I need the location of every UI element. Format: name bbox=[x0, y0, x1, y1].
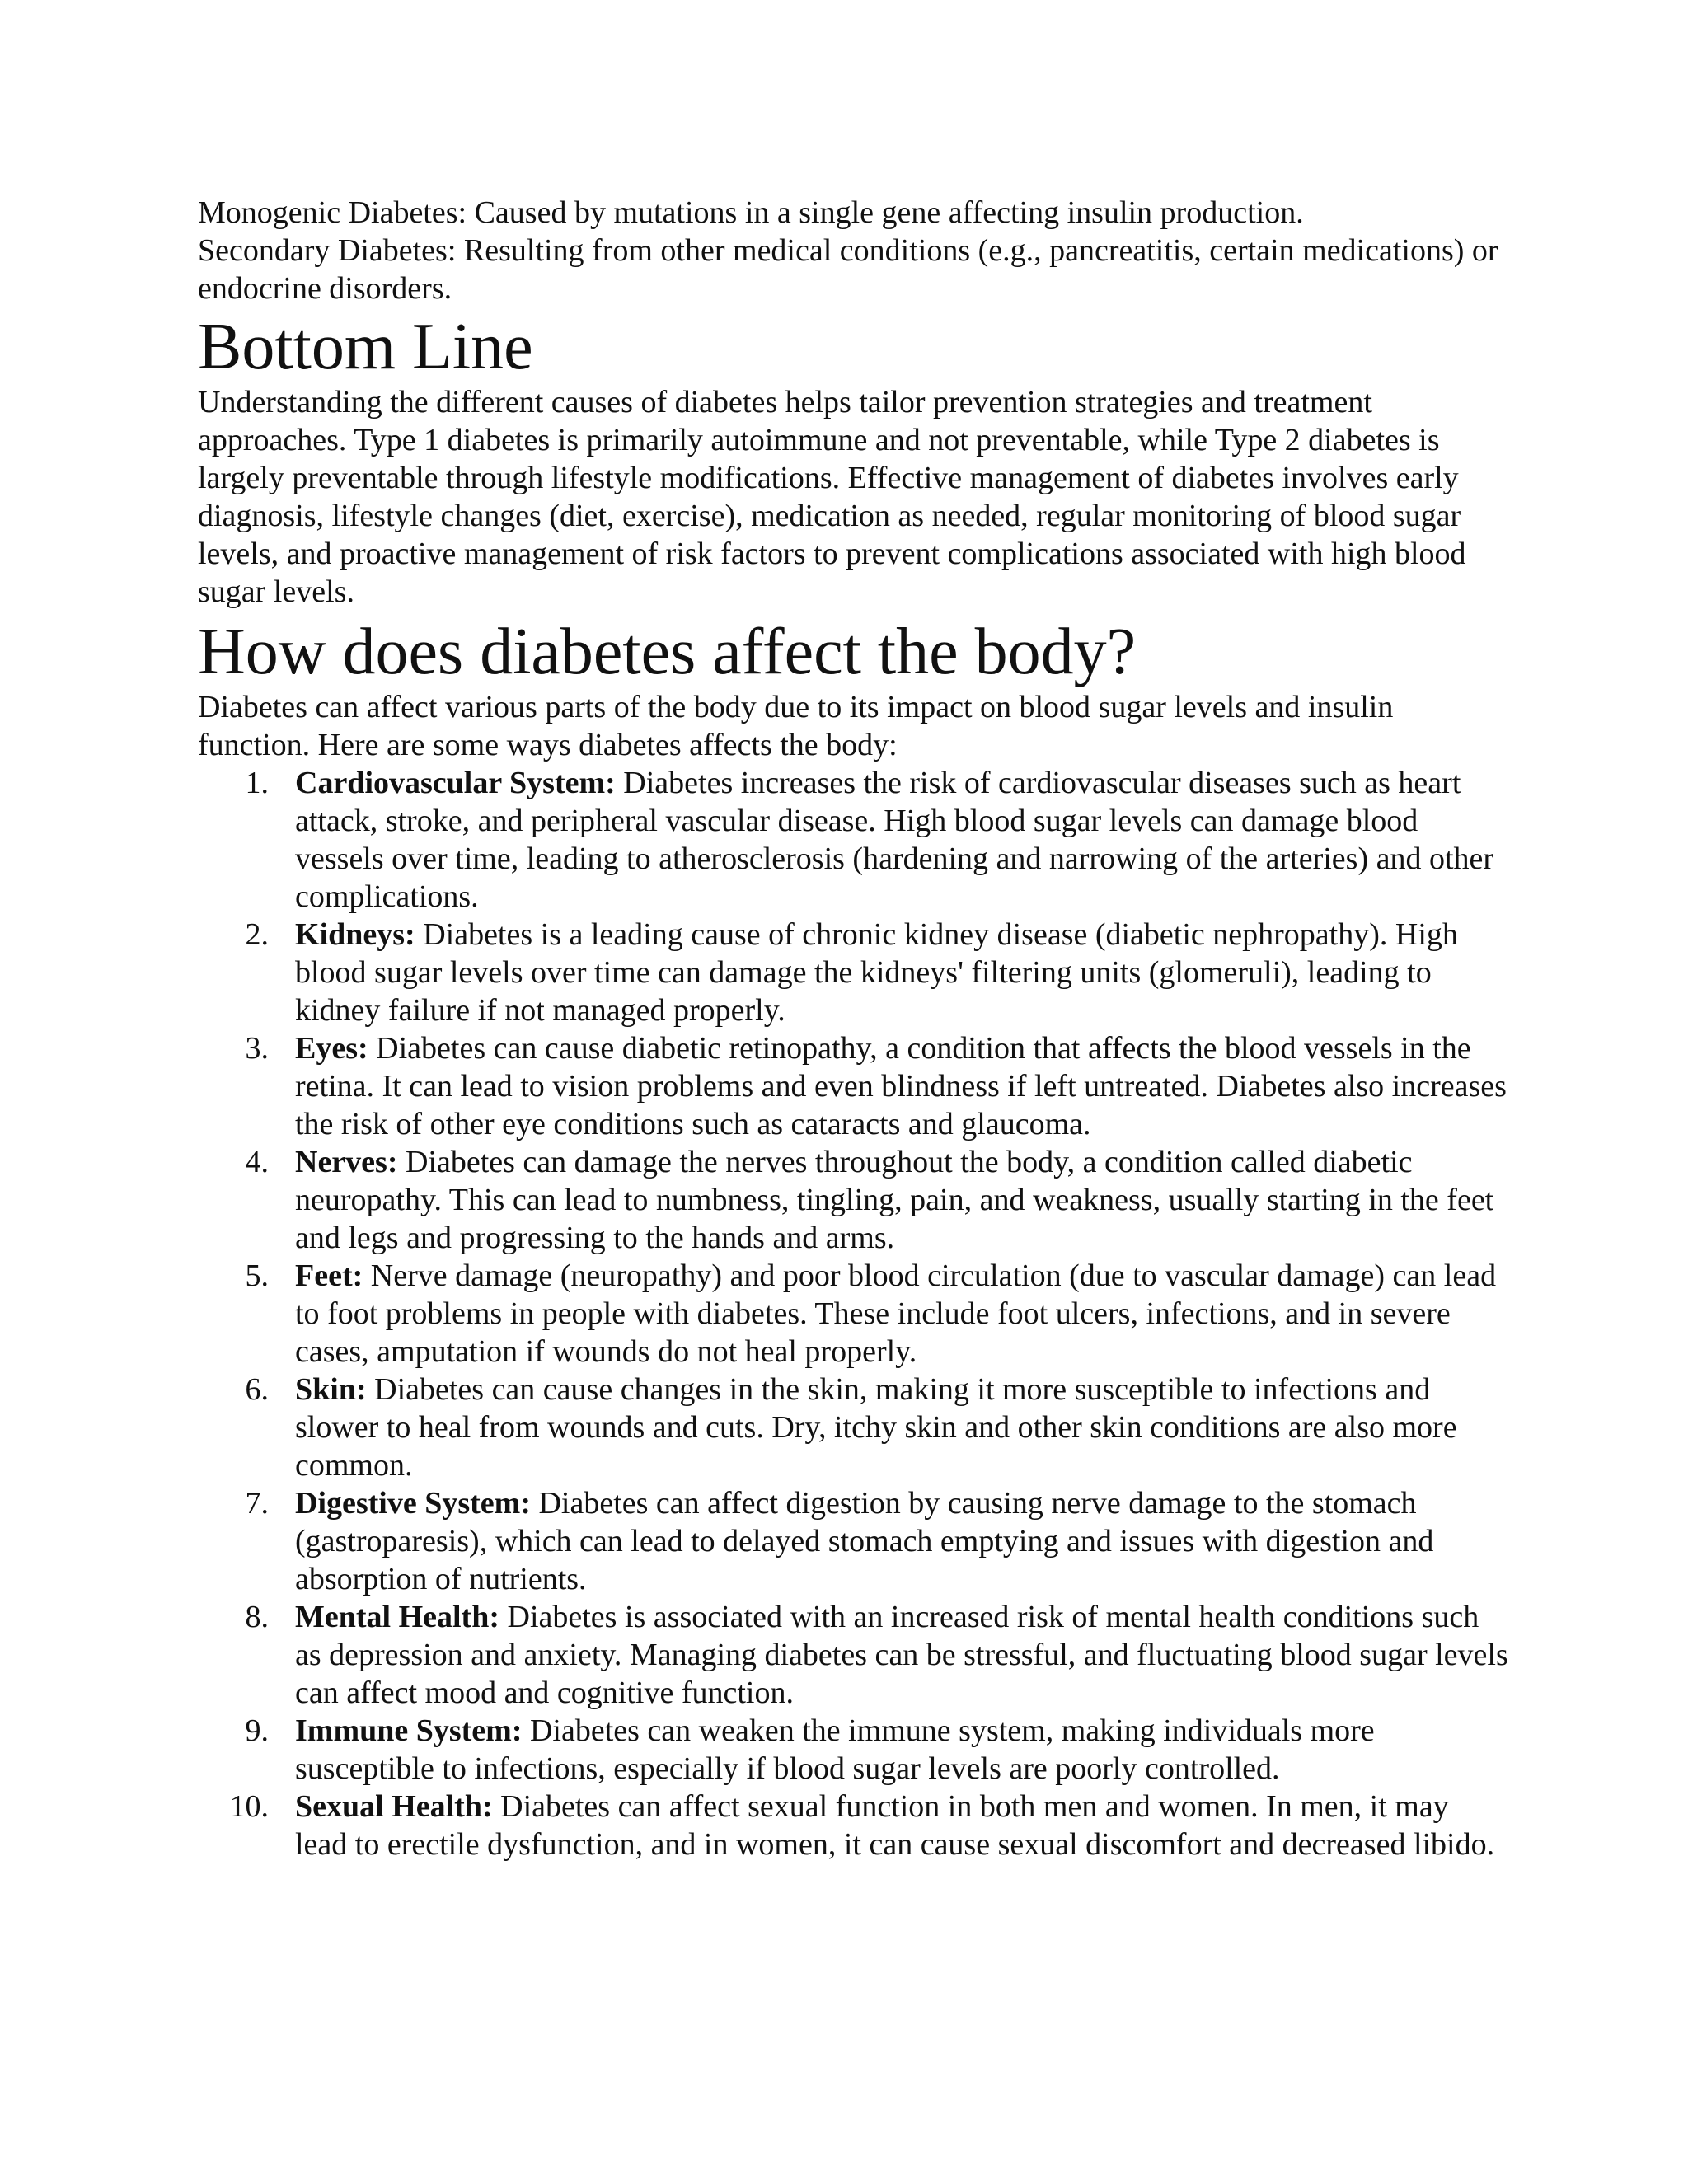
monogenic-paragraph: Monogenic Diabetes: Caused by mutations in a single gene affecting insulin production. bbox=[198, 195, 1304, 230]
effects-heading: How does diabetes affect the body? bbox=[198, 616, 1137, 688]
list-number: 5. bbox=[245, 1258, 269, 1293]
list-text: Diabetes is associated with an increased risk of mental health conditions such as depression and anxiety. Managing diabetes can be stressful, and fluctuating blood sugar levels can affect mood and cognitive function. bbox=[295, 1600, 1508, 1710]
list-term: Cardiovascular System: bbox=[295, 766, 616, 800]
list-item bbox=[198, 1598, 1508, 1712]
bottom-line-heading: Bottom Line bbox=[198, 311, 533, 383]
list-term: Kidneys: bbox=[295, 917, 415, 952]
list-number: 4. bbox=[245, 1145, 269, 1179]
effects-list bbox=[198, 764, 1508, 1863]
list-text: Diabetes is a leading cause of chronic kidney disease (diabetic nephropathy). High blood sugar levels over time can damage the kidneys' filtering units (glomeruli), leading to kidney failure if not managed properly. bbox=[295, 917, 1458, 1028]
list-term: Digestive System: bbox=[295, 1486, 531, 1521]
document-content bbox=[198, 194, 1508, 1863]
list-item bbox=[198, 1371, 1508, 1484]
list-term: Sexual Health: bbox=[295, 1789, 493, 1824]
list-number: 9. bbox=[245, 1713, 269, 1748]
effects-intro-paragraph: Diabetes can affect various parts of the body due to its impact on blood sugar levels and insulin function. Here are some ways diabetes affects the body: bbox=[198, 690, 1394, 762]
list-term: Eyes: bbox=[295, 1031, 368, 1066]
list-item bbox=[198, 1143, 1508, 1257]
list-term: Feet: bbox=[295, 1258, 363, 1293]
list-item bbox=[198, 764, 1508, 916]
list-item bbox=[198, 1712, 1508, 1788]
list-item bbox=[198, 916, 1508, 1029]
list-number: 10. bbox=[229, 1789, 269, 1824]
list-item bbox=[198, 1788, 1508, 1863]
list-term: Immune System: bbox=[295, 1713, 523, 1748]
list-item bbox=[198, 1029, 1508, 1143]
list-term: Mental Health: bbox=[295, 1600, 500, 1634]
list-text: Diabetes can weaken the immune system, making individuals more susceptible to infections, especially if blood sugar levels are poorly controlled. bbox=[295, 1713, 1375, 1786]
list-term: Skin: bbox=[295, 1372, 367, 1407]
list-item bbox=[198, 1484, 1508, 1598]
list-number: 6. bbox=[245, 1372, 269, 1407]
list-number: 1. bbox=[245, 766, 269, 800]
list-text: Nerve damage (neuropathy) and poor blood circulation (due to vascular damage) can lead to foot problems in people with diabetes. These include foot ulcers, infections, and in severe cases, amputation if wounds do not heal properly. bbox=[295, 1258, 1497, 1369]
bottom-line-paragraph: Understanding the different causes of diabetes helps tailor prevention strategies and treatment approaches. Type 1 diabetes is primarily autoimmune and not preventable, while Type 2 diabetes is largely preventable through lifestyle modifications. Effective management of diabetes involves early diagnosis, lifestyle changes (diet, exercise), medication as needed, regular monitoring of blood sugar levels, and proactive management of risk factors to prevent complications associated with high blood sugar levels. bbox=[198, 385, 1466, 609]
list-term: Nerves: bbox=[295, 1145, 398, 1179]
list-text: Diabetes can cause diabetic retinopathy, a condition that affects the blood vessels in the retina. It can lead to vision problems and even blindness if left untreated. Diabetes also increases the risk of other eye conditions such as cataracts and glaucoma. bbox=[295, 1031, 1507, 1141]
list-item bbox=[198, 1257, 1508, 1371]
secondary-paragraph: Secondary Diabetes: Resulting from other medical conditions (e.g., pancreatitis, certain medications) or endocrine disorders. bbox=[198, 233, 1498, 306]
list-text: Diabetes increases the risk of cardiovascular diseases such as heart attack, stroke, and peripheral vascular disease. High blood sugar levels can damage blood vessels over time, leading to atherosclerosis (hardening and narrowing of the arteries) and other complications. bbox=[295, 766, 1494, 914]
list-text: Diabetes can affect sexual function in both men and women. In men, it may lead to erectile dysfunction, and in women, it can cause sexual discomfort and decreased libido. bbox=[295, 1789, 1495, 1862]
list-text: Diabetes can damage the nerves throughout the body, a condition called diabetic neuropathy. This can lead to numbness, tingling, pain, and weakness, usually starting in the feet and legs and progressing to the hands and arms. bbox=[295, 1145, 1494, 1255]
list-text: Diabetes can affect digestion by causing nerve damage to the stomach (gastroparesis), which can lead to delayed stomach emptying and issues with digestion and absorption of nutrients. bbox=[295, 1486, 1434, 1596]
list-number: 3. bbox=[245, 1031, 269, 1066]
list-number: 7. bbox=[245, 1486, 269, 1521]
list-number: 8. bbox=[245, 1600, 269, 1634]
list-number: 2. bbox=[245, 917, 269, 952]
list-text: Diabetes can cause changes in the skin, making it more susceptible to infections and slower to heal from wounds and cuts. Dry, itchy skin and other skin conditions are also more common. bbox=[295, 1372, 1457, 1483]
